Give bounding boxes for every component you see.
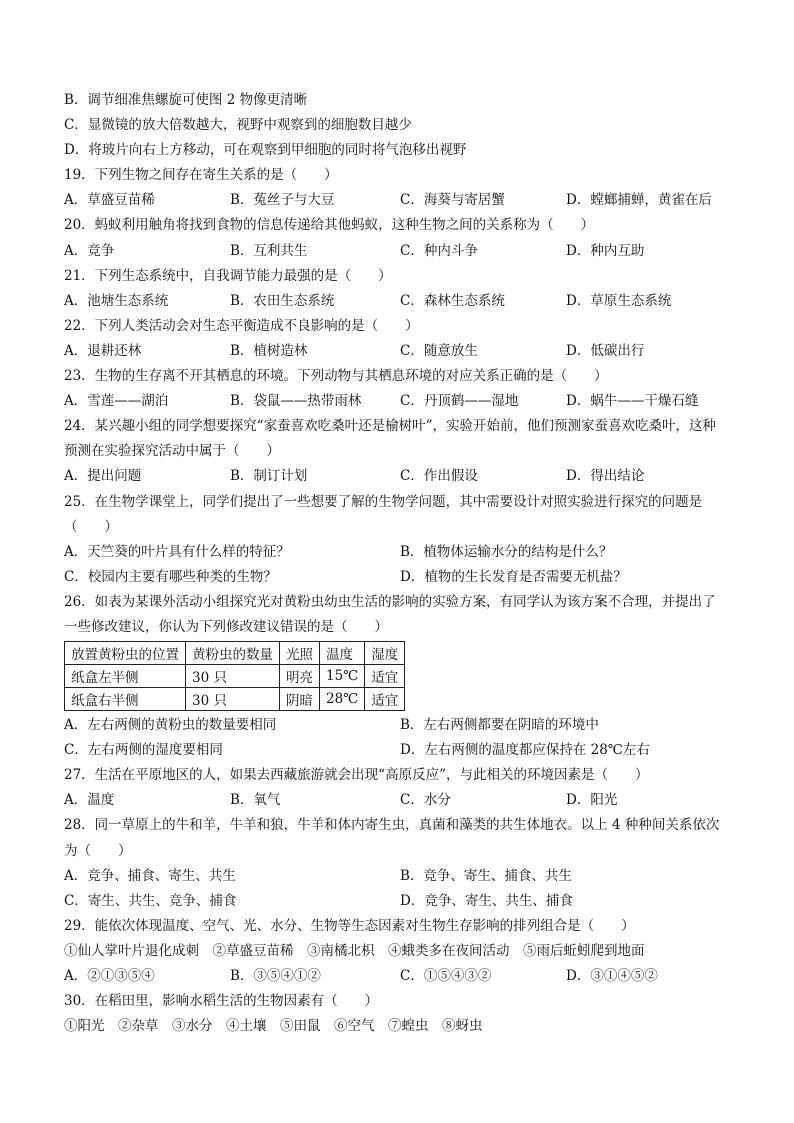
q25-stem-line2: （ ） — [64, 518, 118, 535]
q28-options-row1 — [64, 864, 744, 889]
table-cell: 明亮 — [280, 665, 320, 688]
q28-options-row2 — [64, 889, 744, 914]
table-header-row — [65, 642, 405, 665]
q20-option-b: B．互利共生 — [230, 242, 308, 259]
table-cell: 适宜 — [365, 665, 405, 688]
q21-option-b: B．农田生态系统 — [230, 292, 335, 309]
q22-option-c: C．随意放生 — [400, 342, 478, 359]
q20-option-c: C．种内斗争 — [400, 242, 478, 259]
q23-options — [64, 389, 744, 414]
q22-option-a: A．退耕还林 — [64, 342, 142, 359]
q24-option-b: B．制订计划 — [230, 468, 308, 485]
table-header-cell: 放置黄粉虫的位置 — [65, 642, 186, 665]
table-header-cell: 光照 — [280, 642, 320, 665]
table-header-cell: 湿度 — [365, 642, 405, 665]
q25-option-a: A．天竺葵的叶片具有什么样的特征？ — [64, 543, 290, 560]
table-cell: 30 只 — [186, 665, 280, 688]
q19-option-c: C．海葵与寄居蟹 — [400, 192, 505, 209]
q19-option-b: B．菟丝子与大豆 — [230, 192, 335, 209]
q30-stem: 30．在稻田里，影响水稻生活的生物因素有（ ） — [64, 993, 379, 1010]
q28-option-d: D．竞争、寄生、共生、捕食 — [400, 892, 573, 909]
q25-option-b: B．植物体运输水分的结构是什么？ — [400, 543, 613, 560]
table-cell: 30 只 — [186, 688, 280, 711]
q26-stem-line2: 一些修改建议，你认为下列修改建议错误的是（ ） — [64, 618, 388, 635]
q19-option-a: A．草盛豆苗稀 — [64, 192, 155, 209]
experiment-table — [64, 641, 405, 711]
table-cell: 适宜 — [365, 688, 405, 711]
q22-option-b: B．植树造林 — [230, 342, 308, 359]
q24-option-a: A．提出问题 — [64, 468, 142, 485]
q27-option-b: B．氧气 — [230, 792, 281, 809]
q20-options — [64, 239, 744, 264]
q28-option-c: C．寄生、共生、竞争、捕食 — [64, 892, 237, 909]
q21-option-a: A．池塘生态系统 — [64, 292, 169, 309]
q20-option-d: D．种内互助 — [566, 242, 645, 259]
q26-option-b: B．左右两侧都要在阴暗的环境中 — [400, 717, 599, 734]
q18-option-d: D．将玻片向右上方移动，可在观察到甲细胞的同时将气泡移出视野 — [64, 142, 467, 159]
table-cell: 28℃ — [320, 688, 365, 711]
table-cell: 纸盒左半侧 — [65, 665, 186, 688]
q25-stem-line1: 25．在生物学课堂上，同学们提出了一些想要了解的生物学问题，其中需要设计对照实验进行探究的问题是 — [64, 493, 703, 510]
q26-options-row2 — [64, 738, 744, 763]
q23-option-d: D．蜗牛——干燥石缝 — [566, 393, 699, 410]
exam-page — [64, 88, 744, 1039]
q21-stem: 21．下列生态系统中，自我调节能力最强的是（ ） — [64, 267, 392, 284]
q25-options-row2 — [64, 565, 744, 590]
q19-option-d: D．螳螂捕蝉，黄雀在后 — [566, 192, 712, 209]
table-row — [65, 665, 405, 688]
q24-option-d: D．得出结论 — [566, 468, 645, 485]
q25-option-d: D．植物的生长发育是否需要无机盐？ — [400, 568, 627, 585]
q28-option-b: B．竞争、寄生、捕食、共生 — [400, 867, 572, 884]
q24-option-c: C．作出假设 — [400, 468, 478, 485]
q23-stem: 23．生物的生存离不开其栖息的环境。下列动物与其栖息环境的对应关系正确的是（ ） — [64, 368, 608, 385]
q19-options — [64, 188, 744, 213]
q28-option-a: A．竞争、捕食、寄生、共生 — [64, 867, 236, 884]
q29-stem: 29．能依次体现温度、空气、光、水分、生物等生态因素对生物生存影响的排列组合是（ ） — [64, 917, 635, 934]
q21-option-d: D．草原生态系统 — [566, 292, 672, 309]
q23-option-b: B．袋鼠——热带雨林 — [230, 393, 362, 410]
q30-items: ①阳光 ②杂草 ③水分 ④土壤 ⑤田鼠 ⑥空气 ⑦蝗虫 ⑧蚜虫 — [64, 1018, 483, 1035]
q29-options — [64, 964, 744, 989]
q27-option-d: D．阳光 — [566, 792, 618, 809]
q23-option-c: C．丹顶鹤——湿地 — [400, 393, 519, 410]
q22-options — [64, 339, 744, 364]
q27-option-a: A．温度 — [64, 792, 115, 809]
q26-stem-line1: 26．如表为某课外活动小组探究光对黄粉虫幼虫生活的影响的实验方案，有同学认为该方案不合理，并提出了 — [64, 593, 716, 610]
q18-option-b: B．调节细准焦螺旋可使图 2 物像更清晰 — [64, 92, 308, 108]
q29-option-b: B．③⑤④①② — [230, 968, 321, 984]
table-row — [65, 688, 405, 711]
q27-option-c: C．水分 — [400, 792, 451, 809]
q18-option-c: C．显微镜的放大倍数越大，视野中观察到的细胞数目越少 — [64, 117, 412, 134]
q22-option-d: D．低碳出行 — [566, 342, 645, 359]
q19-stem: 19．下列生物之间存在寄生关系的是（ ） — [64, 167, 338, 184]
q27-stem: 27．生活在平原地区的人，如果去西藏旅游就会出现“高原反应”，与此相关的环境因素是（ ） — [64, 767, 649, 784]
q26-option-a: A．左右两侧的黄粉虫的数量要相同 — [64, 717, 277, 734]
q24-stem-line2: 预测在实验探究活动中属于（ ） — [64, 443, 280, 460]
q21-option-c: C．森林生态系统 — [400, 292, 505, 309]
q27-options — [64, 788, 744, 813]
q29-items: ①仙人掌叶片退化成刺 ②草盛豆苗稀 ③南橘北枳 ④蛾类多在夜间活动 ⑤雨后蚯蚓爬到地面 — [64, 942, 645, 959]
q22-stem: 22．下列人类活动会对生态平衡造成不良影响的是（ ） — [64, 317, 419, 334]
q20-option-a: A．竞争 — [64, 242, 115, 259]
q28-stem-line1: 28．同一草原上的牛和羊，牛羊和狼，牛羊和体内寄生虫，真菌和藻类的共生体地衣。以上 4 种种间关系依次 — [64, 817, 720, 834]
q28-stem-line2: 为（ ） — [64, 842, 132, 859]
q26-options-row1 — [64, 713, 744, 738]
table-cell: 纸盒右半侧 — [65, 688, 186, 711]
q23-option-a: A．雪莲——湖泊 — [64, 393, 169, 410]
table-cell: 15℃ — [320, 665, 365, 688]
table-header-cell: 黄粉虫的数量 — [186, 642, 280, 665]
q24-stem-line1: 24．某兴趣小组的同学想要探究“家蚕喜欢吃桑叶还是榆树叶”，实验开始前，他们预测家蚕喜欢吃桑叶，这种 — [64, 418, 716, 435]
q26-option-d: D．左右两侧的温度都应保持在 28℃左右 — [400, 742, 650, 759]
table-cell: 阴暗 — [280, 688, 320, 711]
q20-stem: 20．蚂蚁利用触角将找到食物的信息传递给其他蚂蚁，这种生物之间的关系称为（ ） — [64, 217, 595, 234]
q29-option-c: C．①⑤④③② — [400, 968, 492, 984]
q29-option-d: D．③①④⑤② — [566, 968, 658, 984]
q26-option-c: C．左右两侧的湿度要相同 — [64, 742, 223, 759]
table-header-cell: 温度 — [320, 642, 365, 665]
q21-options — [64, 289, 744, 314]
q25-options-row1 — [64, 540, 744, 565]
q29-option-a: A．②①③⑤④ — [64, 968, 155, 984]
q24-options — [64, 464, 744, 489]
q25-option-c: C．校园内主要有哪些种类的生物？ — [64, 568, 277, 585]
